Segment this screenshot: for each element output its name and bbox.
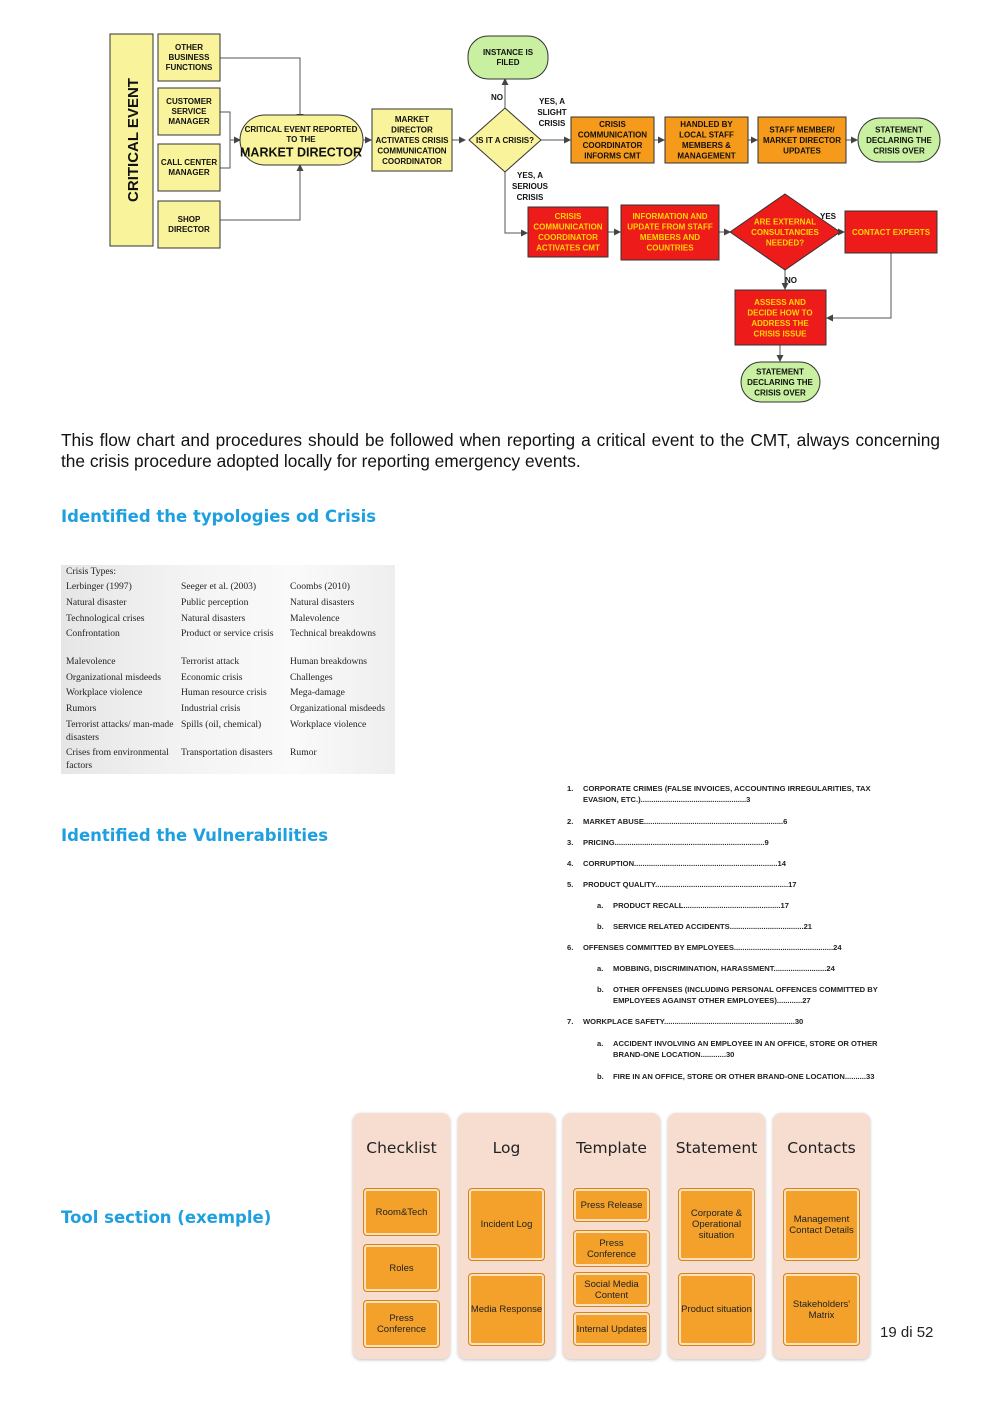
vulnerability-item bbox=[597, 1039, 907, 1060]
crisis-types-cell: Transportation disasters bbox=[181, 747, 273, 758]
crisis-types-table bbox=[61, 565, 395, 774]
slight-step-label-1: HANDLED BY LOCAL STAFF MEMBERS & MANAGEMENT bbox=[677, 120, 736, 161]
crisis-types-cell: Human breakdowns bbox=[290, 656, 367, 667]
reported-line-2: TO THE bbox=[286, 134, 316, 144]
crisis-types-cell: Industrial crisis bbox=[181, 703, 241, 714]
vulnerability-text: OTHER OFFENSES (INCLUDING PERSONAL OFFENCES COMMITTED BY EMPLOYEES AGAINST OTHER EMPLOYEES)............27 bbox=[613, 985, 878, 1005]
crisis-types-cell: Workplace violence bbox=[290, 719, 367, 730]
vulnerability-page: 30 bbox=[725, 1049, 735, 1059]
crisis-types-cell: Malevolence bbox=[66, 656, 116, 667]
vulnerability-number: 6. bbox=[567, 943, 574, 952]
vulnerability-text: PRODUCT RECALL..............................................17 bbox=[613, 901, 789, 910]
vulnerability-page: 14 bbox=[777, 859, 786, 868]
line-experts-to-assess bbox=[827, 253, 891, 318]
no2-label: NO bbox=[785, 275, 797, 285]
vulnerability-item bbox=[597, 985, 907, 1006]
vulnerability-item bbox=[597, 1072, 907, 1083]
leader-dots: ......................... bbox=[773, 964, 827, 973]
vulnerability-text: CORRUPTION....................................................................14 bbox=[583, 859, 786, 868]
serious-step-label-0: CRISIS COMMUNICATION COORDINATOR ACTIVATES CMT bbox=[533, 212, 603, 253]
line-other-business bbox=[220, 58, 300, 120]
crisis-types-cell: Economic crisis bbox=[181, 672, 243, 683]
line-customer-service bbox=[220, 112, 240, 140]
vulnerability-item bbox=[597, 964, 907, 975]
flowchart-description: This flow chart and procedures should be followed when reporting a critical event to the CMT, always concerning the crisis procedure adopted locally for reporting emergency events. bbox=[61, 430, 940, 471]
vulnerability-page: 9 bbox=[764, 838, 769, 847]
contact-experts-label: CONTACT EXPERTS bbox=[851, 227, 931, 237]
source-label-3: SHOP DIRECTOR bbox=[168, 214, 210, 234]
crisis-types-cell: Workplace violence bbox=[66, 687, 143, 698]
vulnerability-text: WORKPLACE SAFETY..............................................................30 bbox=[583, 1017, 804, 1026]
vulnerability-number: 4. bbox=[567, 859, 574, 868]
crisis-types-cell: Organizational misdeeds bbox=[66, 672, 161, 683]
vulnerability-text: SERVICE RELATED ACCIDENTS...................................21 bbox=[613, 922, 813, 931]
crisis-types-cell: Malevolence bbox=[290, 613, 340, 624]
vulnerability-text: MARKET ABUSE..................................................................6 bbox=[583, 817, 788, 826]
tool-column-contacts bbox=[773, 1113, 870, 1359]
vulnerability-text: PRICING.......................................................................9 bbox=[583, 838, 769, 847]
instance-filed-label: INSTANCE IS FILED bbox=[482, 47, 534, 67]
crisis-types-cell: Natural disaster bbox=[66, 597, 127, 608]
vulnerability-text: FIRE IN AN OFFICE, STORE OR OTHER BRAND-ONE LOCATION..........33 bbox=[613, 1072, 875, 1081]
statement-top-label: STATEMENT DECLARING THE CRISIS OVER bbox=[866, 125, 932, 156]
leader-dots: .................................................................... bbox=[634, 859, 778, 868]
tool-item[interactable]: Room&Tech bbox=[363, 1188, 440, 1236]
assess-label: ASSESS AND DECIDE HOW TO ADDRESS THE CRISIS ISSUE bbox=[747, 298, 813, 339]
vulnerability-item bbox=[567, 817, 907, 828]
vulnerability-number: 7. bbox=[567, 1017, 574, 1026]
tool-item[interactable]: Stakeholders' Matrix bbox=[783, 1273, 860, 1346]
vulnerability-number: 2. bbox=[567, 817, 574, 826]
heading-vulnerabilities: Identified the Vulnerabilities bbox=[61, 826, 329, 845]
crisis-flowchart bbox=[100, 25, 950, 415]
vulnerability-text: PRODUCT QUALITY...............................................................17 bbox=[583, 880, 797, 889]
leader-dots: .............................................................. bbox=[664, 1017, 795, 1026]
tool-column-title: Log bbox=[492, 1139, 521, 1157]
crisis-types-cell: Technological crises bbox=[66, 613, 145, 624]
tool-item[interactable]: Press Conference bbox=[573, 1230, 650, 1267]
crisis-types-cell: Crises from environmental factors bbox=[66, 747, 169, 771]
vulnerability-number: 3. bbox=[567, 838, 574, 847]
vulnerability-number: b. bbox=[597, 1072, 604, 1081]
vulnerability-number: a. bbox=[597, 1039, 604, 1048]
source-label-2: CALL CENTER MANAGER bbox=[160, 157, 218, 177]
source-label-0: OTHER BUSINESS FUNCTIONS bbox=[165, 42, 213, 72]
crisis-types-cell: Mega-damage bbox=[290, 687, 345, 698]
crisis-types-cell: Natural disasters bbox=[290, 597, 355, 608]
crisis-types-title: Crisis Types: bbox=[66, 566, 117, 577]
source-label-1: CUSTOMER SERVICE MANAGER bbox=[166, 96, 212, 126]
vulnerability-page: 17 bbox=[780, 901, 789, 910]
vulnerability-text: ACCIDENT INVOLVING AN EMPLOYEE IN AN OFFICE, STORE OR OTHER BRAND-ONE LOCATION............30 bbox=[613, 1039, 878, 1059]
tool-column-title: Template bbox=[576, 1139, 647, 1157]
leader-dots: ....................................................................... bbox=[614, 838, 765, 847]
tool-column-template bbox=[563, 1113, 660, 1359]
vulnerability-text: CORPORATE CRIMES (FALSE INVOICES, ACCOUNTING IRREGULARITIES, TAX EVASION, ETC.)..................................................3 bbox=[583, 784, 871, 804]
leader-dots: ............................................................... bbox=[655, 880, 789, 889]
heading-tool-section: Tool section (exemple) bbox=[61, 1208, 272, 1227]
leader-dots: .................................................. bbox=[640, 794, 747, 804]
tool-column-log bbox=[458, 1113, 555, 1359]
reported-line-1: CRITICAL EVENT REPORTED bbox=[244, 124, 358, 134]
crisis-types-header: Seeger et al. (2003) bbox=[181, 581, 257, 592]
crisis-types-header: Lerbinger (1997) bbox=[66, 581, 132, 592]
vulnerability-number: b. bbox=[597, 922, 604, 931]
no-label: NO bbox=[491, 92, 503, 102]
crisis-types-cell: Technical breakdowns bbox=[290, 628, 376, 639]
tool-item[interactable]: Management Contact Details bbox=[783, 1188, 860, 1261]
vulnerability-number: b. bbox=[597, 985, 604, 994]
crisis-types-cell: Terrorist attacks/ man-made disasters bbox=[66, 719, 174, 743]
serious-step-label-1: INFORMATION AND UPDATE FROM STAFF MEMBERS AND COUNTRIES bbox=[627, 212, 713, 253]
leader-dots: ............ bbox=[776, 995, 803, 1005]
crisis-types-cell: Product or service crisis bbox=[181, 628, 274, 639]
tool-item[interactable]: Corporate & Operational situation bbox=[678, 1188, 755, 1261]
vulnerability-page: 21 bbox=[803, 922, 813, 931]
statement-bottom-label: STATEMENT DECLARING THE CRISIS OVER bbox=[747, 367, 813, 398]
vulnerability-item bbox=[597, 922, 907, 933]
leader-dots: .................................................................. bbox=[643, 817, 784, 826]
tool-item[interactable]: Internal Updates bbox=[573, 1312, 650, 1346]
vulnerability-page: 30 bbox=[794, 1017, 804, 1026]
external-consultancies-label: ARE EXTERNAL CONSULTANCIES NEEDED? bbox=[751, 217, 819, 248]
vulnerability-page: 33 bbox=[866, 1072, 875, 1081]
crisis-types-cell: Public perception bbox=[181, 597, 249, 608]
vulnerability-item bbox=[597, 901, 907, 912]
leader-dots: ............................................... bbox=[733, 943, 834, 952]
leader-dots: .......... bbox=[844, 1072, 866, 1081]
vulnerability-page: 3 bbox=[746, 794, 751, 804]
leader-dots: .............................................. bbox=[683, 901, 781, 910]
vulnerability-number: 1. bbox=[567, 784, 574, 793]
vulnerability-number: a. bbox=[597, 964, 604, 973]
tool-item[interactable]: Press Release bbox=[573, 1188, 650, 1222]
tool-item[interactable]: Press Conference bbox=[363, 1300, 440, 1348]
page-number: 19 di 52 bbox=[880, 1324, 934, 1341]
crisis-types-cell: Natural disasters bbox=[181, 613, 246, 624]
crisis-types-cell: Organizational misdeeds bbox=[290, 703, 385, 714]
vulnerability-item bbox=[567, 784, 907, 805]
tool-column-checklist bbox=[353, 1113, 450, 1359]
leader-dots: ................................... bbox=[729, 922, 804, 931]
line-call-center bbox=[220, 140, 230, 168]
crisis-types-cell: Spills (oil, chemical) bbox=[181, 719, 262, 730]
market-director-label: MARKET DIRECTOR ACTIVATES CRISIS COMMUNICATION COORDINATOR bbox=[375, 114, 449, 166]
tool-item[interactable]: Media Response bbox=[468, 1273, 545, 1346]
vulnerability-page: 24 bbox=[826, 964, 835, 973]
tool-item[interactable]: Social Media Content bbox=[573, 1272, 650, 1307]
vulnerability-item bbox=[567, 859, 907, 870]
vulnerability-page: 6 bbox=[783, 817, 788, 826]
tool-item[interactable]: Roles bbox=[363, 1244, 440, 1292]
slight-step-label-0: CRISIS COMMUNICATION COORDINATOR INFORMS CMT bbox=[577, 120, 648, 161]
vulnerability-text: MOBBING, DISCRIMINATION, HARASSMENT.........................24 bbox=[613, 964, 835, 973]
vulnerability-item bbox=[567, 943, 907, 954]
reported-line-3: MARKET DIRECTOR bbox=[240, 145, 362, 160]
crisis-types-cell: Confrontation bbox=[66, 628, 120, 639]
line-shop-director bbox=[220, 165, 300, 220]
yes-label: YES bbox=[819, 211, 837, 221]
vulnerability-number: a. bbox=[597, 901, 604, 910]
tool-item[interactable]: Product situation bbox=[678, 1273, 755, 1346]
critical-event-label: CRITICAL EVENT bbox=[125, 78, 142, 202]
tool-column-statement bbox=[668, 1113, 765, 1359]
crisis-types-cell: Terrorist attack bbox=[181, 656, 240, 667]
slight-step-label-2: STAFF MEMBER/ MARKET DIRECTOR UPDATES bbox=[762, 125, 842, 156]
slight-crisis-label: YES, A SLIGHT CRISIS bbox=[537, 96, 567, 128]
tool-column-title: Statement bbox=[675, 1139, 758, 1157]
vulnerability-text: OFFENSES COMMITTED BY EMPLOYEES...............................................24 bbox=[583, 943, 842, 952]
vulnerability-item bbox=[567, 838, 907, 849]
serious-crisis-label: YES, A SERIOUS CRISIS bbox=[511, 170, 549, 202]
tool-column-title: Checklist bbox=[366, 1139, 437, 1157]
leader-dots: ............ bbox=[700, 1049, 726, 1059]
crisis-types-cell: Human resource crisis bbox=[181, 687, 267, 698]
crisis-types-header: Coombs (2010) bbox=[290, 581, 350, 592]
is-it-a-crisis-label: IS IT A CRISIS? bbox=[475, 135, 535, 145]
tool-column-title: Contacts bbox=[787, 1139, 856, 1157]
vulnerability-item bbox=[567, 880, 907, 891]
vulnerability-page: 27 bbox=[802, 995, 811, 1005]
vulnerability-page: 24 bbox=[833, 943, 842, 952]
crisis-types-cell: Challenges bbox=[290, 672, 333, 683]
vulnerability-page: 17 bbox=[788, 880, 797, 889]
crisis-types-cell: Rumor bbox=[290, 747, 317, 758]
vulnerability-item bbox=[567, 1017, 907, 1028]
tool-item[interactable]: Incident Log bbox=[468, 1188, 545, 1261]
crisis-types-cell: Rumors bbox=[66, 703, 97, 714]
heading-crisis-typologies: Identified the typologies od Crisis bbox=[61, 507, 377, 526]
vulnerability-number: 5. bbox=[567, 880, 574, 889]
